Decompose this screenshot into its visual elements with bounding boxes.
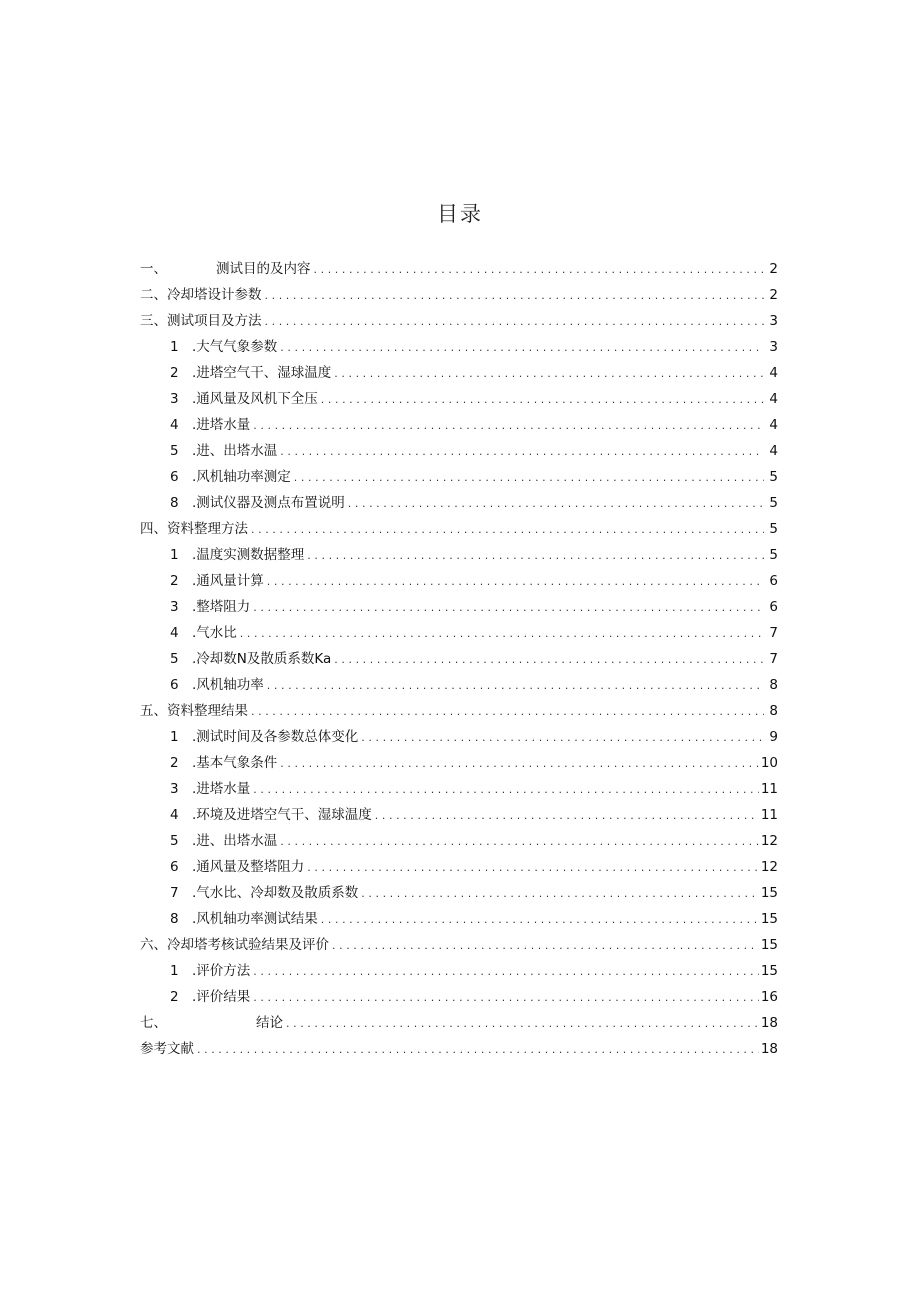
toc-entry-number: 5 [170,651,179,667]
dot-leader [265,283,765,309]
toc-title: 目录 [437,202,483,226]
toc-entry-page: 6 [769,599,778,615]
toc-subentry [140,984,778,1010]
toc-entry-page: 5 [769,469,778,485]
toc-entry-label: 冷却塔设计参数 [167,287,262,303]
toc-entry-page: 3 [769,313,778,329]
toc-entry-page: 18 [760,1015,778,1031]
toc-entry-number: 1 [170,729,179,745]
toc-entry-page: 12 [760,833,778,849]
toc-entry-page: 12 [760,859,778,875]
toc-entry-number: 七、 [140,1015,167,1031]
toc-entry-page: 4 [769,443,778,459]
toc-entry-number: 2 [170,573,179,589]
dot-leader [253,985,759,1011]
toc-entry [140,516,778,542]
toc-entry-page: 16 [760,989,778,1005]
dot-leader [280,829,759,855]
toc-entry-label: 测试项目及方法 [167,313,262,329]
dot-leader [253,777,759,803]
dot-leader [314,257,765,283]
toc-entry-page: 4 [769,391,778,407]
dot-leader [286,1011,759,1037]
toc-entry-number: 3 [170,781,179,797]
toc-entry [140,932,778,958]
dot-leader [294,465,764,491]
toc-entry-page: 10 [760,755,778,771]
toc-subentry [140,828,778,854]
toc-entry-page: 5 [769,547,778,563]
toc-entry-number: 7 [170,885,179,901]
toc-subentry [140,438,778,464]
toc-entry-number: 六、 [140,937,167,953]
toc-subentry [140,854,778,880]
dot-leader [332,933,759,959]
toc-entry-label: 资料整理方法 [167,521,248,537]
toc-entry-label: .风机轴功率测试结果 [192,911,318,927]
toc-entry-page: 15 [760,937,778,953]
toc-entry-number: 4 [170,625,179,641]
toc-entry-number: 4 [170,417,179,433]
toc-entry-page: 9 [769,729,778,745]
dot-leader [197,1037,759,1063]
toc-entry-number: 2 [170,989,179,1005]
toc-subentry [140,490,778,516]
toc-entry-number: 四、 [140,521,167,537]
toc-subentry [140,360,778,386]
toc-entry-page: 15 [760,911,778,927]
dot-leader [253,959,759,985]
toc-entry-label: .进、出塔水温 [192,833,278,849]
dot-leader [267,673,764,699]
toc-subentry [140,802,778,828]
toc-subentry [140,750,778,776]
toc-subentry [140,724,778,750]
dot-leader [265,309,765,335]
toc-entry-label: .气水比、冷却数及散质系数 [192,885,359,901]
toc-subentry [140,412,778,438]
toc-subentry [140,568,778,594]
toc-entry-number: 2 [170,755,179,771]
toc-entry-label: .风机轴功率测定 [192,469,291,485]
toc-entry-page: 4 [769,417,778,433]
dot-leader [253,595,764,621]
toc-entry [140,1010,778,1036]
toc-entry-label: .评价结果 [192,989,251,1005]
toc-subentry [140,646,778,672]
toc-subentry [140,880,778,906]
toc-entry-label: 参考文献 [140,1041,194,1057]
dot-leader [280,751,759,777]
dot-leader [280,335,764,361]
toc-entry [140,282,778,308]
toc-entry-page: 11 [760,781,778,797]
toc-entry-label: .进塔水量 [192,417,251,433]
toc-entry-page: 4 [769,365,778,381]
toc-entry-number: 五、 [140,703,167,719]
toc-entry-page: 7 [769,625,778,641]
toc-entry-page: 11 [760,807,778,823]
toc-entry-number: 8 [170,911,179,927]
toc-entry-page: 15 [760,885,778,901]
toc-entry-label: .环境及进塔空气干、湿球温度 [192,807,372,823]
toc-entry [140,256,778,282]
toc-entry-label: .温度实测数据整理 [192,547,305,563]
dot-leader [251,699,764,725]
dot-leader [307,855,759,881]
toc-entry-number: 8 [170,495,179,511]
dot-leader [307,543,764,569]
toc-entry-page: 2 [769,287,778,303]
toc-entry-number: 5 [170,833,179,849]
toc-entry-number: 1 [170,339,179,355]
toc-entry-page: 2 [769,261,778,277]
toc-subentry [140,386,778,412]
dot-leader [361,881,759,907]
toc-entry-label: .通风量及整塔阻力 [192,859,305,875]
dot-leader [240,621,764,647]
toc-entry-number: 2 [170,365,179,381]
dot-leader [251,517,764,543]
toc-entry-label: .测试时间及各参数总体变化 [192,729,359,745]
toc-entry [140,698,778,724]
toc-entry-number: 5 [170,443,179,459]
table-of-contents [140,256,778,1062]
toc-entry-page: 15 [760,963,778,979]
toc-entry-page: 8 [769,677,778,693]
toc-entry-label: .通风量计算 [192,573,264,589]
toc-subentry [140,672,778,698]
toc-subentry [140,542,778,568]
toc-subentry [140,906,778,932]
toc-entry-label: .进塔空气干、湿球温度 [192,365,332,381]
toc-entry [140,1036,778,1062]
toc-entry-number: 一、 [140,261,167,277]
toc-entry-number: 3 [170,391,179,407]
toc-entry-number: 6 [170,677,179,693]
dot-leader [361,725,764,751]
toc-entry-label: 资料整理结果 [167,703,248,719]
toc-entry-page: 7 [769,651,778,667]
dot-leader [348,491,764,517]
toc-entry-label: .整塔阻力 [192,599,251,615]
toc-entry-label: .通风量及风机下全压 [192,391,318,407]
toc-entry-number: 1 [170,963,179,979]
toc-entry-label: .冷却数N及散质系数Ka [192,651,332,667]
dot-leader [253,413,764,439]
toc-subentry [140,776,778,802]
toc-entry-label: .进塔水量 [192,781,251,797]
toc-entry-label: .风机轴功率 [192,677,264,693]
toc-entry-page: 18 [760,1041,778,1057]
toc-entry-label: .进、出塔水温 [192,443,278,459]
toc-entry-label: .测试仪器及测点布置说明 [192,495,345,511]
toc-entry-number: 1 [170,547,179,563]
toc-subentry [140,334,778,360]
toc-entry-page: 3 [769,339,778,355]
dot-leader [267,569,764,595]
dot-leader [334,361,764,387]
toc-entry-page: 5 [769,521,778,537]
toc-entry-number: 二、 [140,287,167,303]
toc-entry-label: 结论 [256,1015,283,1031]
toc-subentry [140,594,778,620]
toc-subentry [140,958,778,984]
toc-entry-number: 6 [170,859,179,875]
toc-entry-label: .大气气象参数 [192,339,278,355]
toc-entry-number: 3 [170,599,179,615]
toc-entry-label: 测试目的及内容 [216,261,311,277]
toc-subentry [140,464,778,490]
toc-entry-number: 6 [170,469,179,485]
toc-entry-page: 6 [769,573,778,589]
toc-entry-page: 5 [769,495,778,511]
dot-leader [375,803,759,829]
dot-leader [321,907,759,933]
dot-leader [280,439,764,465]
toc-subentry [140,620,778,646]
toc-entry-label: .基本气象条件 [192,755,278,771]
toc-entry-label: .评价方法 [192,963,251,979]
toc-entry-number: 4 [170,807,179,823]
toc-entry [140,308,778,334]
dot-leader [321,387,764,413]
toc-entry-label: .气水比 [192,625,237,641]
toc-entry-page: 8 [769,703,778,719]
dot-leader [334,647,764,673]
toc-entry-number: 三、 [140,313,167,329]
toc-entry-label: 冷却塔考核试验结果及评价 [167,937,329,953]
